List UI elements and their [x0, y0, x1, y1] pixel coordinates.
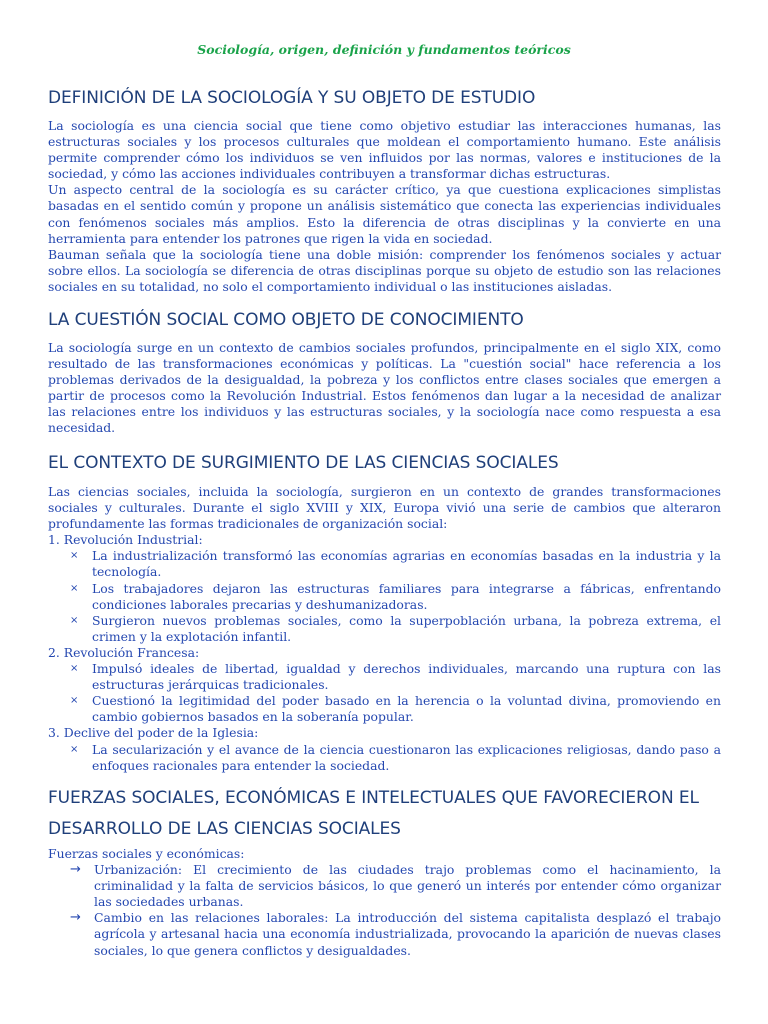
list-item: × La industrialización transformó las economías agrarias en economías basadas en la industria y la tecnología.	[70, 548, 721, 580]
list-item: × Los trabajadores dejaron las estructuras familiares para integrarse a fábricas, enfrentando condiciones laborales precarias y deshumanizadoras.	[70, 580, 721, 612]
list-item: × Surgieron nuevos problemas sociales, como la superpoblación urbana, la pobreza extrema, el crimen y la explotación infantil.	[70, 612, 721, 644]
heading-line: FUERZAS SOCIALES, ECONÓMICAS E INTELECTUALES QUE FAVORECIERON EL	[48, 788, 699, 808]
list-group-label: 2. Revolución Francesa:	[48, 644, 200, 660]
arrow-list	[70, 862, 721, 959]
cross-bullet-icon: ×	[70, 614, 79, 626]
section-heading-fuerzas	[48, 783, 728, 845]
section-body-fuerzas	[48, 846, 721, 959]
paragraph: La sociología surge en un contexto de cambios sociales profundos, principalmente en el siglo XIX, como resultado de las transformaciones económicas y políticas. La "cuestión social" hace referencia a los problemas derivados de la desigualdad, la pobreza y los conflictos entre clases sociales que emergen a partir de procesos como la Revolución Industrial. Estos fenómenos dan lugar a la necesidad de analizar las relaciones entre los individuos y las estructuras sociales, y la sociología nace como respuesta a esa necesidad.	[48, 340, 721, 436]
heading-line: DESARROLLO DE LAS CIENCIAS SOCIALES	[48, 819, 401, 839]
section-body-definicion	[48, 118, 721, 295]
list-item: × Impulsó ideales de libertad, igualdad y derechos individuales, marcando una ruptura con las estructuras jerárquicas tradicionales.	[70, 661, 721, 693]
bullet-list	[70, 742, 721, 774]
cross-bullet-icon: ×	[70, 582, 79, 594]
bullet-list	[70, 548, 721, 645]
arrow-right-icon: →	[70, 910, 81, 926]
paragraph: La sociología es una ciencia social que tiene como objetivo estudiar las interacciones humanas, las estructuras sociales y los procesos culturales que moldean el comportamiento humano. Este análisis permite comprender cómo los individuos se ven influidos por las normas, valores e instituciones de la sociedad, y cómo las acciones individuales contribuyen a transformar dichas estructuras.	[48, 118, 721, 182]
arrow-right-icon: →	[70, 862, 81, 878]
subheading: Fuerzas sociales y económicas:	[48, 846, 245, 861]
document-title: Sociología, origen, definición y fundamentos teóricos	[197, 42, 571, 57]
cross-bullet-icon: ×	[70, 695, 79, 707]
bullet-list	[70, 661, 721, 725]
paragraph: Bauman señala que la sociología tiene una doble misión: comprender los fenómenos sociales y actuar sobre ellos. La sociología se diferencia de otras disciplinas porque su objeto de estudio son las relaciones sociales en su totalidad, no solo el comportamiento individual o las instituciones aisladas.	[48, 246, 721, 294]
list-group-label: 3. Declive del poder de la Iglesia:	[48, 725, 259, 741]
section-body-contexto	[48, 484, 721, 774]
list-item: → Urbanización: El crecimiento de las ciudades trajo problemas como el hacinamiento, la criminalidad y la falta de servicios básicos, lo que generó un interés por entender cómo organizar las sociedades urbanas.	[70, 862, 721, 910]
cross-bullet-icon: ×	[70, 550, 79, 562]
section-body-cuestion-social	[48, 340, 721, 437]
cross-bullet-icon: ×	[70, 743, 79, 755]
list-item: × La secularización y el avance de la ciencia cuestionaron las explicaciones religiosas, dando paso a enfoques racionales para entender la sociedad.	[70, 741, 721, 773]
list-item: → Cambio en las relaciones laborales: La introducción del sistema capitalista desplazó el trabajo agrícola y artesanal hacia una economía industrializada, provocando la aparición de nuevas clases sociales, lo que genera conflictos y desigualdades.	[70, 910, 721, 958]
list-item: × Cuestionó la legitimidad del poder basado en la herencia o la voluntad divina, promoviendo en cambio gobiernos basados en la soberanía popular.	[70, 693, 721, 725]
section-heading-contexto: EL CONTEXTO DE SURGIMIENTO DE LAS CIENCIAS SOCIALES	[48, 453, 559, 473]
section-heading-definicion: DEFINICIÓN DE LA SOCIOLOGÍA Y SU OBJETO DE ESTUDIO	[48, 88, 536, 108]
paragraph: Un aspecto central de la sociología es su carácter crítico, ya que cuestiona explicaciones simplistas basadas en el sentido común y propone un análisis sistemático que conecta las experiencias individuales con fenómenos sociales más amplios. Esto la diferencia de otras disciplinas y la convierte en una herramienta para entender los patrones que rigen la vida en sociedad.	[48, 182, 721, 246]
list-group-label: 1. Revolución Industrial:	[48, 532, 203, 548]
cross-bullet-icon: ×	[70, 663, 79, 675]
section-heading-cuestion-social: LA CUESTIÓN SOCIAL COMO OBJETO DE CONOCIMIENTO	[48, 310, 524, 330]
paragraph: Las ciencias sociales, incluida la sociología, surgieron en un contexto de grandes transformaciones sociales y culturales. Durante el siglo XVIII y XIX, Europa vivió una serie de cambios que alteraron profundamente las formas tradicionales de organización social:	[48, 484, 721, 532]
